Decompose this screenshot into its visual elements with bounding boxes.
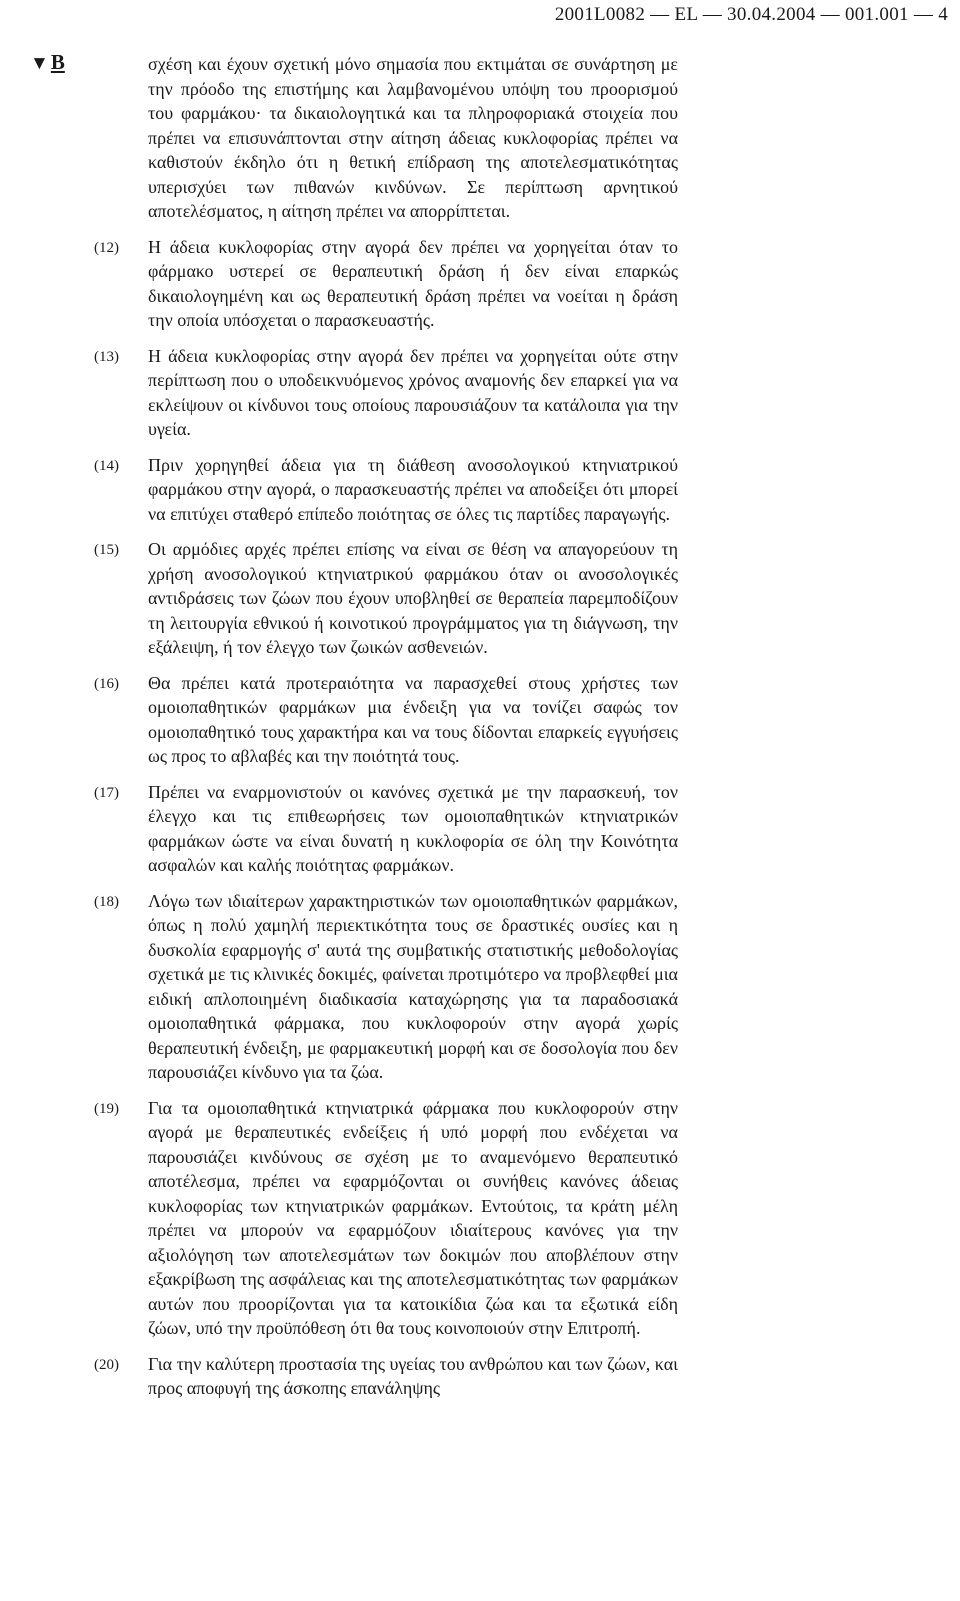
recital-20 (0, 1352, 678, 1401)
recital-text: Για τα ομοιοπαθητικά κτηνιατρικά φάρμακα που κυκλοφορούν στην αγορά με θεραπευτικές ενδείξεις ή υπό μορφή που ενδέχεται να παρουσιάζει κινδύνους σε σχέση με το αναμενόμενο θεραπευτικό αποτέλεσμα, πρέπει να εφαρμόζονται οι συνήθεις κανόνες άδειας κυκλοφορίας των κτηνιατρικών φαρμάκων. Εντούτοις, τα κράτη μέλη πρέπει να μπορούν να εφαρμόζουν ιδιαίτερους κανόνες για την αξιολόγηση των αποτελεσμάτων των δοκιμών που αποβλέπουν στην εξακρίβωση της ασφάλειας και της αποτελεσματικότητας των φαρμάκων αυτών που προορίζονται για τα κατοικίδια ζώα και τα εξωτικά είδη ζώων, υπό την προϋπόθεση ότι θα τους κοινοποιούν στην Επιτροπή. (148, 1097, 678, 1338)
recital-continuation (0, 52, 678, 224)
recital-number: (20) (94, 1356, 119, 1373)
recital-text: σχέση και έχουν σχετική μόνο σημασία που εκτιμάται σε συνάρτηση με την πρόοδο της επιστήμης και λαμβανομένου υπόψη του προορισμού του φαρμάκου· τα δικαιολογητικά και τα πληροφοριακά στοιχεία που πρέπει να επισυνάπτονται στην αίτηση άδειας κυκλοφορίας πρέπει να καθιστούν έκδηλο ότι η θετική επίδραση της αποτελεσματικότητας υπερισχύει των πιθανών κινδύνων. Σε περίπτωση αρνητικού αποτελέσματος, η αίτηση πρέπει να απορρίπτεται. (148, 54, 678, 221)
recitals-body (0, 52, 960, 1412)
page-header: 2001L0082 — EL — 30.04.2004 — 001.001 — 4 (554, 4, 948, 25)
recital-number: (17) (94, 784, 119, 801)
recital-15 (0, 537, 678, 660)
amendment-marker-letter: B (50, 50, 65, 74)
recital-text: Οι αρμόδιες αρχές πρέπει επίσης να είναι σε θέση να απαγορεύουν τη χρήση ανοσολογικού κτηνιατρικού φαρμάκου όταν οι ανοσολογικές αντιδράσεις των ζώων που έχουν υποβληθεί σε θεραπεία παρεμποδίζουν τη λειτουργία εθνικού ή κοινοτικού προγράμματος για τη διάγνωση, την εξάλειψη, ή τον έλεγχο των ζωικών ασθενειών. (148, 539, 678, 657)
recital-number: (14) (94, 457, 119, 474)
recital-number: (13) (94, 348, 119, 365)
recital-text: Θα πρέπει κατά προτεραιότητα να παρασχεθεί στους χρήστες των ομοιοπαθητικών φαρμάκων μια ένδειξη για να τονίζει σαφώς τον ομοιοπαθητικό τους χαρακτήρα και να τους δίδονται επαρκείς εγγυήσεις ως προς το αβλαβές και την ποιότητά τους. (148, 672, 678, 766)
recital-text: Για την καλύτερη προστασία της υγείας του ανθρώπου και των ζώων, και προς αποφυγή της άσκοπης επανάληψης (148, 1353, 678, 1398)
recital-text: Η άδεια κυκλοφορίας στην αγορά δεν πρέπει να χορηγείται ούτε στην περίπτωση που ο υποδεικνυόμενος χρόνος αναμονής δεν επαρκεί για να εκλείψουν οι κίνδυνοι τους οποίους παρουσιάζουν τα κατάλοιπα για την υγεία. (148, 345, 678, 439)
recital-19 (0, 1096, 678, 1341)
recital-12 (0, 235, 678, 333)
recital-text: Λόγω των ιδιαίτερων χαρακτηριστικών των ομοιοπαθητικών φαρμάκων, όπως η πολύ χαμηλή περιεκτικότητα τους σε δραστικές ουσίες και η δυσκολία εφαρμογής σ' αυτά της συμβατικής στατιστικής μεθοδολογίας σχετικά με τις κλινικές δοκιμές, φαίνεται προτιμότερο να προβλεφθεί μια ειδική απλοποιημένη διαδικασία καταχώρησης για τα παραδοσιακά ομοιοπαθητικά φάρμακα, που κυκλοφορούν στην αγορά χωρίς θεραπευτική ένδειξη, με φαρμακευτική μορφή και σε δοσολογία που δεν παρουσιάζει κίνδυνο για τα ζώα. (148, 890, 678, 1082)
recital-number: (19) (94, 1100, 119, 1117)
recital-number: (18) (94, 893, 119, 910)
recital-13 (0, 344, 678, 442)
triangle-down-icon: ▼ (30, 53, 49, 74)
recital-text: Πρέπει να εναρμονιστούν οι κανόνες σχετικά με την παρασκευή, τον έλεγχο και τις επιθεωρήσεις των ομοιοπαθητικών κτηνιατρικών φαρμάκων ώστε να είναι δυνατή η κυκλοφορία σε όλη την Κοινότητα ασφαλών και καλής ποιότητας φαρμάκων. (148, 781, 678, 875)
recital-text: Η άδεια κυκλοφορίας στην αγορά δεν πρέπει να χορηγείται όταν το φάρμακο υστερεί σε θεραπευτική δράση ή δεν είναι επαρκώς δικαιολογημένη και ως θεραπευτική δράση πρέπει να νοείται η δράση την οποία υπόσχεται ο παρασκευαστής. (148, 236, 678, 330)
recital-17 (0, 780, 678, 878)
recital-16 (0, 671, 678, 769)
recital-number: (15) (94, 542, 119, 558)
recital-number: (16) (94, 675, 119, 692)
recital-14 (0, 453, 678, 527)
recital-number: (12) (94, 239, 119, 256)
recital-text: Πριν χορηγηθεί άδεια για τη διάθεση ανοσολογικού κτηνιατρικού φαρμάκου στην αγορά, ο παρασκευαστής πρέπει να αποδείξει ότι μπορεί να επιτύχει σταθερό επίπεδο ποιότητας σε όλες τις παρτίδες παραγωγής. (148, 454, 678, 524)
recital-18 (0, 889, 678, 1085)
